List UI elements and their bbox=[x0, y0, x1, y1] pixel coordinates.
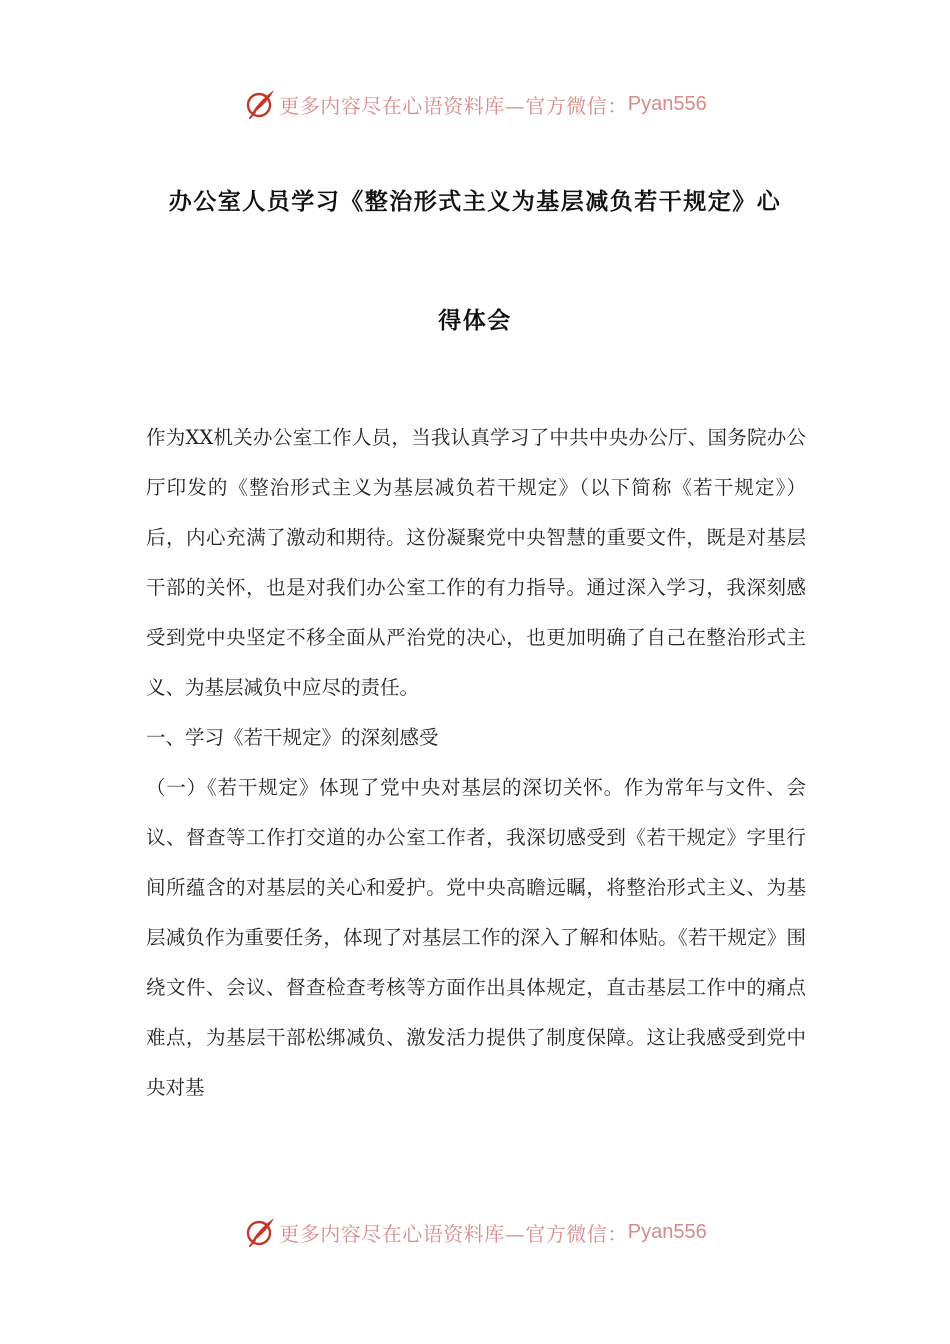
quill-logo-icon bbox=[243, 87, 277, 121]
paragraph-intro: 作为XX机关办公室工作人员，当我认真学习了中共中央办公厅、国务院办公厅印发的《整治形式主义为基层减负若干规定》（以下简称《若干规定》）后，内心充满了激动和期待。这份凝聚党中央智慧的重要文件，既是对基层干部的关怀，也是对我们办公室工作的有力指导。通过深入学习，我深刻感受到党中央坚定不移全面从严治党的决心，也更加明确了自己在整治形式主义、为基层减负中应尽的责任。 bbox=[146, 426, 806, 699]
document-body bbox=[146, 413, 806, 1113]
watermark-wechat-id: Pyan556 bbox=[627, 92, 707, 115]
watermark-text: 更多内容尽在心语资料库—官方微信： bbox=[279, 93, 628, 118]
document-title-line-1: 办公室人员学习《整治形式主义为基层减负若干规定》心 bbox=[168, 189, 782, 215]
paragraph-section-1-1: （一）《若干规定》体现了党中央对基层的深切关怀。作为常年与文件、会议、督查等工作打交道的办公室工作者，我深切感受到《若干规定》字里行间所蕴含的对基层的关心和爱护。党中央高瞻远瞩，将整治形式主义、为基层减负作为重要任务，体现了对基层工作的深入了解和体贴。《若干规定》围绕文件、会议、督查检查考核等方面作出具体规定，直击基层工作中的痛点难点，为基层干部松绑减负、激发活力提供了制度保障。这让我感受到党中央对基 bbox=[146, 776, 806, 1099]
watermark-wechat-id: Pyan556 bbox=[627, 1220, 707, 1243]
header-watermark bbox=[0, 84, 950, 124]
quill-logo-icon bbox=[243, 1215, 277, 1249]
document-title-line-2: 得体会 bbox=[438, 308, 512, 334]
footer-watermark bbox=[0, 1212, 950, 1252]
watermark-text: 更多内容尽在心语资料库—官方微信： bbox=[279, 1221, 628, 1246]
section-heading-1: 一、学习《若干规定》的深刻感受 bbox=[146, 726, 439, 749]
